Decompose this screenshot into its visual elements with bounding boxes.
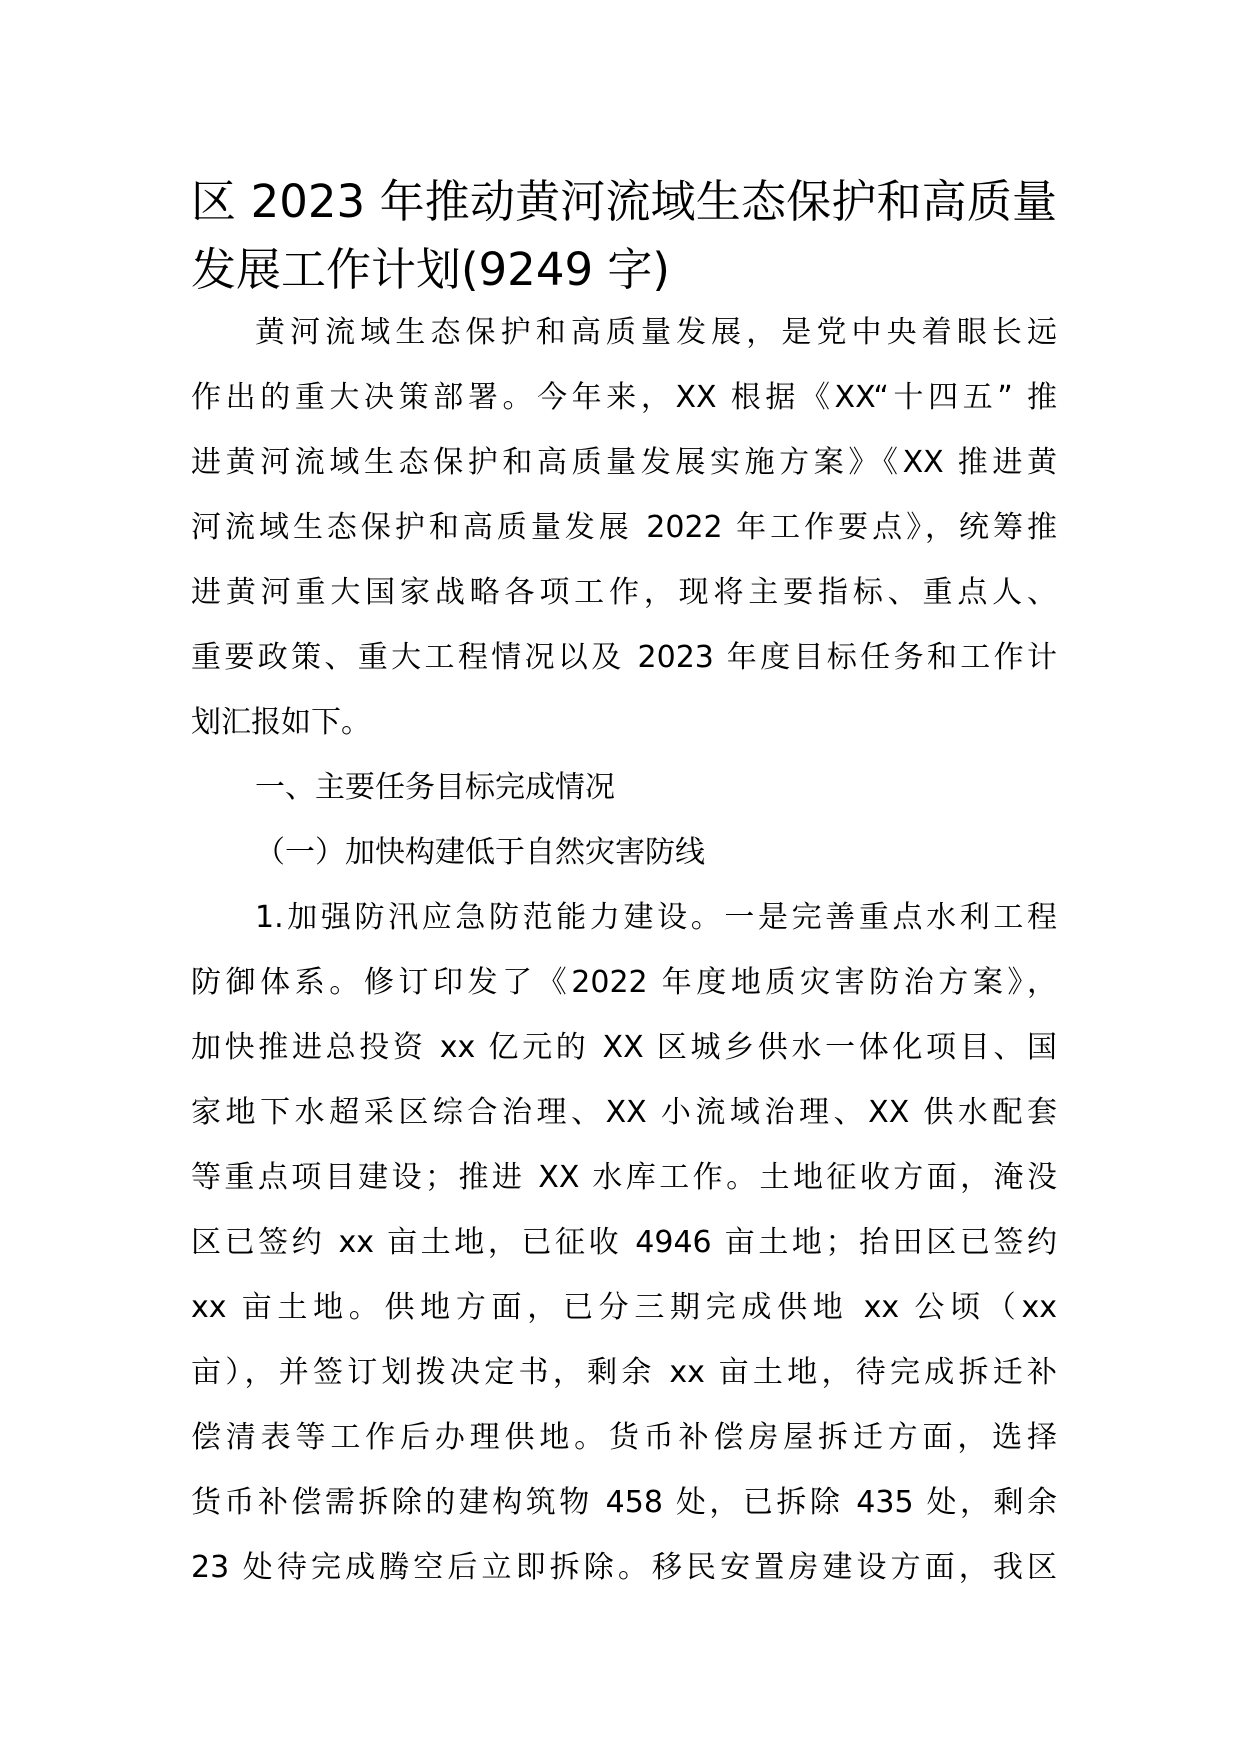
text-line: 防御体系。修订印发了《2022 年度地质灾害防治方案》， [191,965,1057,1000]
title-line: 区 2023 年推动黄河流域生态保护和高质量 [191,175,1057,228]
text-line: xx 亩土地。供地方面，已分三期完成供地 xx 公顷（xx [191,1290,1057,1325]
text-line: 1.加强防汛应急防范能力建设。一是完善重点水利工程 [255,900,1057,935]
document-page [191,168,1057,1600]
text-line: 作出的重大决策部署。今年来，XX 根据《XX“十四五” 推 [191,380,1057,415]
text-line: 黄河流域生态保护和高质量发展，是党中央着眼长远 [255,315,1057,350]
text-line: 区已签约 xx 亩土地，已征收 4946 亩土地；抬田区已签约 [191,1225,1057,1260]
text-line: 偿清表等工作后办理供地。货币补偿房屋拆迁方面，选择 [191,1420,1057,1455]
text-line: 划汇报如下。 [191,705,371,740]
text-line: 亩），并签订划拨决定书，剩余 xx 亩土地，待完成拆迁补 [191,1355,1057,1390]
text-line: 进黄河重大国家战略各项工作，现将主要指标、重点人、 [191,575,1057,610]
text-line: 等重点项目建设；推进 XX 水库工作。土地征收方面，淹没 [191,1160,1057,1195]
title-line: 发展工作计划(9249 字) [191,243,670,296]
text-line: 河流域生态保护和高质量发展 2022 年工作要点》，统筹推 [191,510,1057,545]
text-line: 家地下水超采区综合治理、XX 小流域治理、XX 供水配套 [191,1095,1057,1130]
text-line: 一、主要任务目标完成情况 [255,770,615,805]
text-line: 进黄河流域生态保护和高质量发展实施方案》《XX 推进黄 [191,445,1057,480]
text-line: （一）加快构建低于自然灾害防线 [255,835,705,870]
text-line: 加快推进总投资 xx 亿元的 XX 区城乡供水一体化项目、国 [191,1030,1057,1065]
document-title [191,168,1057,304]
text-line: 重要政策、重大工程情况以及 2023 年度目标任务和工作计 [191,640,1057,675]
text-line: 23 处待完成腾空后立即拆除。移民安置房建设方面，我区 [191,1550,1057,1585]
text-line: 货币补偿需拆除的建构筑物 458 处，已拆除 435 处，剩余 [191,1485,1057,1520]
document-body [191,300,1057,1600]
